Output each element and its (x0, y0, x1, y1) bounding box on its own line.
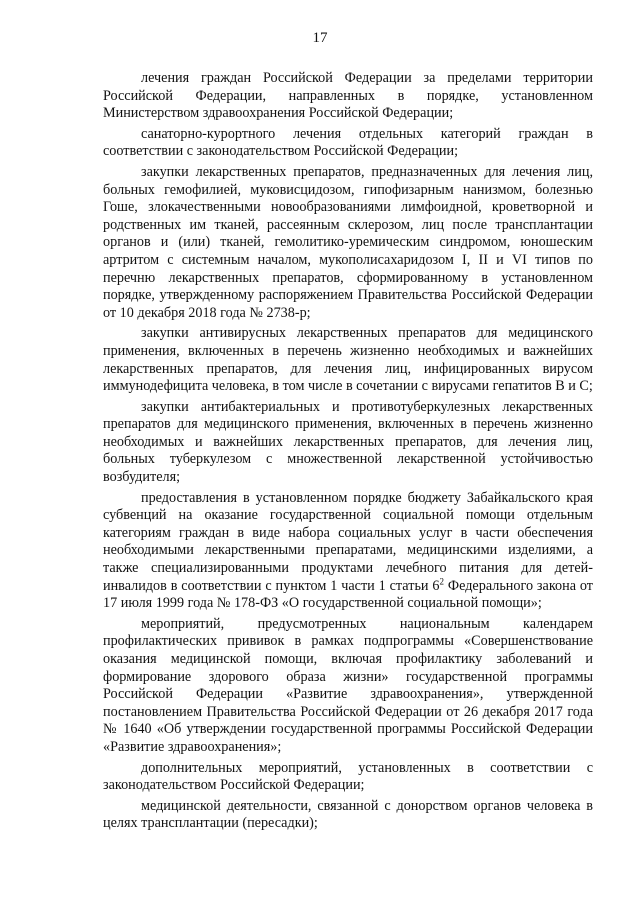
paragraph-antibacterial-procurement: закупки антибактериальных и противотуберкулезных лекарственных препаратов для медицинского применения, включенных в перечень жизненно необходимых и важнейших лекарственных препаратов, для лечения лиц, больных туберкулезом с множественной лекарственной устойчивостью возбудителя; (103, 398, 593, 486)
paragraph-antiviral-procurement: закупки антивирусных лекарственных препаратов для медицинского применения, включенных в перечень жизненно необходимых и важнейших лекарственных препаратов, для лечения лиц, инфицированных вирусом иммунодефицита человека, в том числе в сочетании с вирусами гепатитов B и C; (103, 325, 593, 395)
article-superscript: 2 (439, 575, 444, 586)
subventions-text-before: предоставления в установленном порядке бюджету Забайкальского края субвенций на оказание государственной социальной помощи отдельным категориям граждан в виде набора социальных услуг в части обеспечения необходимыми лекарственными препаратами, медицинскими изделиями, а также специализированными продуктами лечебного питания для детей-инвалидов в соответствии с пунктом 1 части 1 статьи 6 (103, 489, 593, 594)
paragraph-sanatorium-treatment: санаторно-курортного лечения отдельных категорий граждан в соответствии с законодательством Российской Федерации; (103, 125, 593, 160)
paragraph-organ-donation: медицинской деятельности, связанной с донорством органов человека в целях трансплантации (пересадки); (103, 797, 593, 832)
paragraph-additional-measures: дополнительных мероприятий, установленных в соответствии с законодательством Российской Федерации; (103, 759, 593, 794)
subventions-text-after: Федерального закона от 17 июля 1999 года № 178-ФЗ «О государственной социальной помощи»; (103, 577, 593, 612)
paragraph-vaccination-calendar: мероприятий, предусмотренных национальным календарем профилактических прививок в рамках подпрограммы «Совершенствование оказания медицинской помощи, включая профилактику заболеваний и формирование здорового образа жизни» государственной программы Российской Федерации «Развитие здравоохранения», утвержденной постановлением Правительства Российской Федерации от 26 декабря 2017 года № 1640 «Об утверждении государственной программы Российской Федерации «Развитие здравоохранения»; (103, 615, 593, 755)
paragraph-subventions (103, 490, 593, 613)
page-number: 17 (312, 30, 328, 46)
paragraph-drug-procurement: закупки лекарственных препаратов, предназначенных для лечения лиц, больных гемофилией, муковисцидозом, гипофизарным нанизмом, болезнью Гоше, злокачественными новообразованиями лимфоидной, кроветворной и родственных им тканей, рассеянным склерозом, лиц после трансплантации органов и (или) тканей, гемолитико-уремическим синдромом, юношеским артритом с системным началом, мукополисахаридозом I, II и VI типов по перечню лекарственных препаратов, сформированному в установленном порядке, утвержденному распоряжением Правительства Российской Федерации от 10 декабря 2018 года № 2738-р; (103, 163, 593, 321)
paragraph-foreign-treatment: лечения граждан Российской Федерации за пределами территории Российской Федерации, направленных в порядке, установленном Министерством здравоохранения Российской Федерации; (103, 70, 593, 122)
document-body (103, 70, 593, 836)
